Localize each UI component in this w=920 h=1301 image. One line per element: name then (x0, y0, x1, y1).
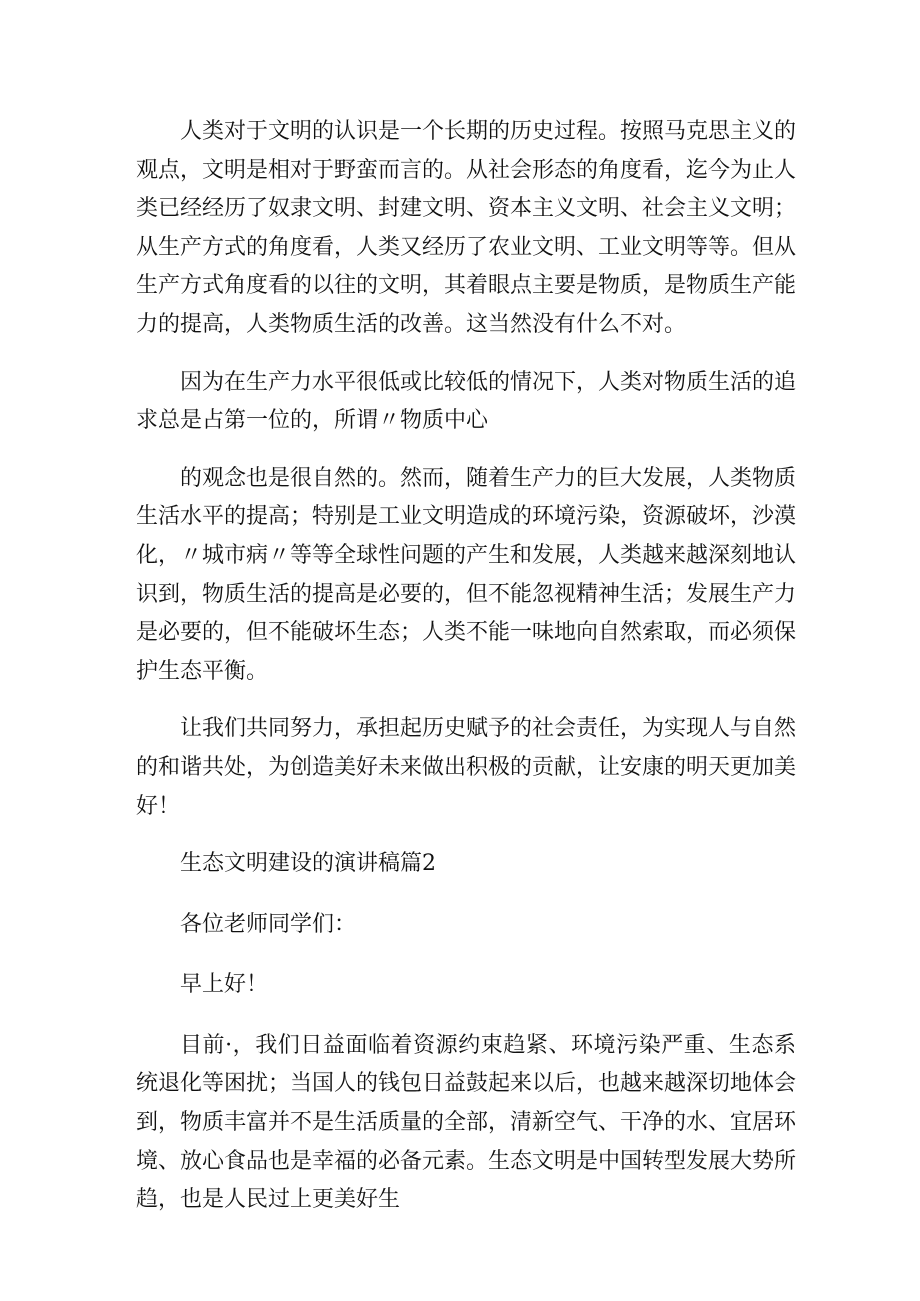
paragraph-civilization-history: 人类对于文明的认识是一个长期的历史过程。按照马克思主义的观点，文明是相对于野蛮而言的。从社会形态的角度看，迄今为止人类已经经历了奴隶文明、封建文明、资本主义文明、社会主义文明；从生产方式的角度看，人类又经历了农业文明、工业文明等等。但从生产方式角度看的以往的文明，其着眼点主要是物质，是物质生产能力的提高，人类物质生活的改善。这当然没有什么不对。 (136, 119, 797, 337)
paragraph-current-challenges: 目前·，我们日益面临着资源约束趋紧、环境污染严重、生态系统退化等困扰；当国人的钱包日益鼓起来以后，也越来越深切地体会到，物质丰富并不是生活质量的全部，清新空气、干净的水、宜居环境、放心食品也是幸福的必备元素。生态文明是中国转型发展大势所趋，也是人民过上更美好生 (136, 1032, 797, 1213)
greeting-good-morning: 早上好！ (180, 972, 269, 998)
paragraph-material-center: 因为在生产力水平很低或比较低的情况下，人类对物质生活的追求总是占第一位的，所谓〃物质中心 (136, 369, 797, 434)
document-body (136, 113, 796, 1239)
paragraph-ecology-balance: 的观念也是很自然的。然而，随着生产力的巨大发展，人类物质生活水平的提高；特别是工业文明造成的环境污染，资源破坏，沙漠化，〃城市病〃等等全球性问题的产生和发展，人类越来越深刻地认识到，物质生活的提高是必要的，但不能忽视精神生活；发展生产力是必要的，但不能破坏生态；人类不能一味地向自然索取，而必须保护生态平衡。 (136, 465, 797, 684)
section-heading-speech-2: 生态文明建设的演讲稿篇2 (180, 851, 436, 877)
greeting-teachers-students: 各位老师同学们： (180, 911, 357, 937)
paragraph-call-to-action: 让我们共同努力，承担起历史赋予的社会责任，为实现人与自然的和谐共处，为创造美好未来做出积极的贡献，让安康的明天更加美好！ (136, 716, 797, 819)
